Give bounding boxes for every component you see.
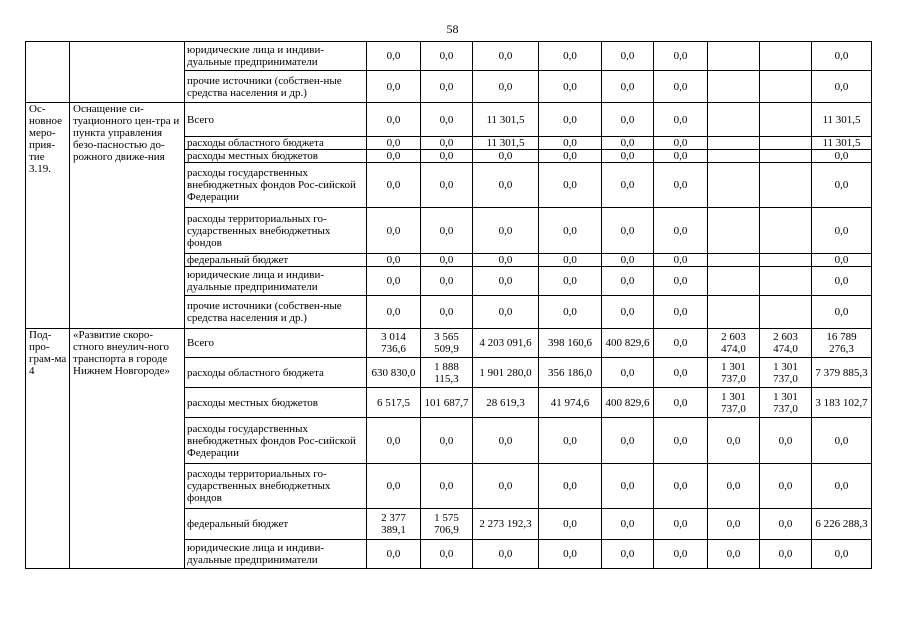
- amount-cell: [760, 163, 812, 208]
- amount-cell: 0,0: [708, 509, 760, 540]
- amount-cell: 0,0: [812, 464, 872, 509]
- amount-cell: 0,0: [654, 464, 708, 509]
- amount-cell: 6 226 288,3: [812, 509, 872, 540]
- funding-source-cell: расходы государственных внебюджетных фондов Рос-сийской Федерации: [185, 163, 367, 208]
- amount-cell: 0,0: [367, 208, 421, 254]
- funding-source-cell: Всего: [185, 103, 367, 137]
- amount-cell: 0,0: [812, 418, 872, 464]
- amount-cell: 0,0: [760, 418, 812, 464]
- amount-cell: 4 203 091,6: [473, 329, 539, 358]
- amount-cell: [760, 150, 812, 163]
- amount-cell: [708, 150, 760, 163]
- amount-cell: 0,0: [654, 418, 708, 464]
- amount-cell: 1 301 737,0: [760, 358, 812, 388]
- amount-cell: 0,0: [473, 418, 539, 464]
- amount-cell: 0,0: [602, 296, 654, 329]
- amount-cell: 0,0: [539, 208, 602, 254]
- amount-cell: 356 186,0: [539, 358, 602, 388]
- amount-cell: 7 379 885,3: [812, 358, 872, 388]
- amount-cell: [760, 103, 812, 137]
- amount-cell: 400 829,6: [602, 329, 654, 358]
- funding-source-cell: расходы областного бюджета: [185, 137, 367, 150]
- amount-cell: 11 301,5: [812, 103, 872, 137]
- program-code-cell: Под-про-грам-ма 4: [26, 329, 70, 569]
- amount-cell: 0,0: [473, 71, 539, 103]
- amount-cell: 0,0: [654, 42, 708, 71]
- amount-cell: 0,0: [602, 464, 654, 509]
- table-body: [26, 42, 872, 569]
- amount-cell: 28 619,3: [473, 388, 539, 418]
- amount-cell: 11 301,5: [473, 137, 539, 150]
- amount-cell: 1 301 737,0: [708, 388, 760, 418]
- amount-cell: 0,0: [367, 296, 421, 329]
- amount-cell: 0,0: [539, 296, 602, 329]
- amount-cell: 2 377 389,1: [367, 509, 421, 540]
- amount-cell: 0,0: [812, 540, 872, 569]
- amount-cell: 0,0: [367, 254, 421, 267]
- amount-cell: 0,0: [602, 137, 654, 150]
- amount-cell: 0,0: [812, 42, 872, 71]
- table-row: [26, 329, 872, 358]
- program-name-cell: Оснащение си-туационного цен-тра и пункта управления безо-пасностью до-рожного движе-ния: [70, 103, 185, 329]
- amount-cell: 0,0: [602, 358, 654, 388]
- amount-cell: 0,0: [708, 540, 760, 569]
- amount-cell: 2 603 474,0: [708, 329, 760, 358]
- amount-cell: [708, 254, 760, 267]
- amount-cell: 0,0: [654, 296, 708, 329]
- funding-source-cell: федеральный бюджет: [185, 509, 367, 540]
- amount-cell: 0,0: [421, 71, 473, 103]
- amount-cell: 0,0: [708, 464, 760, 509]
- amount-cell: 0,0: [602, 163, 654, 208]
- amount-cell: 0,0: [708, 418, 760, 464]
- amount-cell: 41 974,6: [539, 388, 602, 418]
- amount-cell: 0,0: [473, 296, 539, 329]
- amount-cell: 0,0: [602, 208, 654, 254]
- amount-cell: 0,0: [421, 208, 473, 254]
- amount-cell: 0,0: [421, 418, 473, 464]
- amount-cell: 0,0: [539, 540, 602, 569]
- amount-cell: 0,0: [367, 540, 421, 569]
- amount-cell: 6 517,5: [367, 388, 421, 418]
- amount-cell: 0,0: [812, 254, 872, 267]
- amount-cell: 0,0: [421, 103, 473, 137]
- amount-cell: 0,0: [602, 267, 654, 296]
- amount-cell: 0,0: [654, 540, 708, 569]
- amount-cell: 0,0: [367, 42, 421, 71]
- amount-cell: 0,0: [812, 163, 872, 208]
- amount-cell: 0,0: [654, 254, 708, 267]
- amount-cell: 0,0: [539, 137, 602, 150]
- amount-cell: 0,0: [473, 163, 539, 208]
- amount-cell: [708, 296, 760, 329]
- funding-source-cell: расходы территориальных го-сударственных внебюджетных фондов: [185, 208, 367, 254]
- funding-source-cell: расходы местных бюджетов: [185, 150, 367, 163]
- amount-cell: 0,0: [473, 42, 539, 71]
- program-code-cell: [26, 42, 70, 103]
- amount-cell: 0,0: [539, 418, 602, 464]
- program-code-cell: Ос-новное меро-прия-тие 3.19.: [26, 103, 70, 329]
- budget-table: [25, 41, 872, 569]
- amount-cell: 1 575 706,9: [421, 509, 473, 540]
- amount-cell: 0,0: [539, 71, 602, 103]
- amount-cell: [708, 267, 760, 296]
- amount-cell: 0,0: [654, 267, 708, 296]
- table-row: [26, 42, 872, 71]
- amount-cell: 3 183 102,7: [812, 388, 872, 418]
- amount-cell: 0,0: [812, 296, 872, 329]
- amount-cell: 630 830,0: [367, 358, 421, 388]
- amount-cell: 1 888 115,3: [421, 358, 473, 388]
- amount-cell: [708, 163, 760, 208]
- amount-cell: 2 273 192,3: [473, 509, 539, 540]
- amount-cell: 0,0: [602, 150, 654, 163]
- amount-cell: 398 160,6: [539, 329, 602, 358]
- funding-source-cell: расходы государственных внебюджетных фондов Рос-сийской Федерации: [185, 418, 367, 464]
- amount-cell: 0,0: [367, 163, 421, 208]
- amount-cell: 0,0: [654, 137, 708, 150]
- amount-cell: 1 901 280,0: [473, 358, 539, 388]
- amount-cell: 0,0: [421, 254, 473, 267]
- amount-cell: 0,0: [367, 464, 421, 509]
- table-row: [26, 103, 872, 137]
- amount-cell: 0,0: [602, 71, 654, 103]
- amount-cell: 0,0: [473, 254, 539, 267]
- amount-cell: 0,0: [473, 267, 539, 296]
- amount-cell: 0,0: [539, 163, 602, 208]
- amount-cell: [708, 208, 760, 254]
- amount-cell: 0,0: [473, 208, 539, 254]
- amount-cell: 0,0: [760, 464, 812, 509]
- amount-cell: 0,0: [602, 103, 654, 137]
- amount-cell: 0,0: [367, 103, 421, 137]
- amount-cell: 0,0: [760, 509, 812, 540]
- amount-cell: 0,0: [654, 509, 708, 540]
- amount-cell: 2 603 474,0: [760, 329, 812, 358]
- amount-cell: 0,0: [654, 150, 708, 163]
- amount-cell: 1 301 737,0: [760, 388, 812, 418]
- amount-cell: 0,0: [473, 540, 539, 569]
- funding-source-cell: юридические лица и индиви-дуальные предприниматели: [185, 540, 367, 569]
- amount-cell: 0,0: [539, 42, 602, 71]
- funding-source-cell: Всего: [185, 329, 367, 358]
- amount-cell: 0,0: [539, 254, 602, 267]
- amount-cell: 0,0: [473, 150, 539, 163]
- amount-cell: 0,0: [654, 208, 708, 254]
- funding-source-cell: расходы областного бюджета: [185, 358, 367, 388]
- amount-cell: 0,0: [421, 163, 473, 208]
- amount-cell: 0,0: [539, 464, 602, 509]
- amount-cell: 0,0: [367, 267, 421, 296]
- amount-cell: 0,0: [760, 540, 812, 569]
- amount-cell: 0,0: [654, 329, 708, 358]
- amount-cell: [760, 296, 812, 329]
- funding-source-cell: расходы территориальных го-сударственных внебюджетных фондов: [185, 464, 367, 509]
- amount-cell: [760, 71, 812, 103]
- funding-source-cell: федеральный бюджет: [185, 254, 367, 267]
- amount-cell: 11 301,5: [473, 103, 539, 137]
- program-name-cell: «Развитие скоро-стного внеулич-ного транспорта в городе Нижнем Новгороде»: [70, 329, 185, 569]
- amount-cell: 0,0: [602, 42, 654, 71]
- amount-cell: 0,0: [654, 103, 708, 137]
- amount-cell: 0,0: [421, 540, 473, 569]
- amount-cell: 0,0: [602, 540, 654, 569]
- funding-source-cell: расходы местных бюджетов: [185, 388, 367, 418]
- amount-cell: 0,0: [367, 137, 421, 150]
- amount-cell: 0,0: [539, 267, 602, 296]
- amount-cell: [760, 42, 812, 71]
- funding-source-cell: юридические лица и индиви-дуальные предприниматели: [185, 42, 367, 71]
- amount-cell: 0,0: [654, 71, 708, 103]
- amount-cell: 0,0: [421, 150, 473, 163]
- amount-cell: 0,0: [367, 418, 421, 464]
- page-number: 58: [446, 22, 459, 36]
- amount-cell: 0,0: [539, 150, 602, 163]
- amount-cell: [708, 137, 760, 150]
- amount-cell: 0,0: [602, 418, 654, 464]
- program-name-cell: [70, 42, 185, 103]
- amount-cell: 0,0: [367, 71, 421, 103]
- amount-cell: [708, 42, 760, 71]
- amount-cell: 0,0: [602, 254, 654, 267]
- funding-source-cell: прочие источники (собствен-ные средства населения и др.): [185, 71, 367, 103]
- funding-source-cell: прочие источники (собствен-ные средства населения и др.): [185, 296, 367, 329]
- amount-cell: 3 565 509,9: [421, 329, 473, 358]
- amount-cell: [708, 71, 760, 103]
- amount-cell: 0,0: [473, 464, 539, 509]
- amount-cell: 0,0: [539, 509, 602, 540]
- amount-cell: 0,0: [421, 42, 473, 71]
- amount-cell: 0,0: [812, 208, 872, 254]
- amount-cell: [760, 208, 812, 254]
- amount-cell: 0,0: [421, 137, 473, 150]
- amount-cell: 1 301 737,0: [708, 358, 760, 388]
- amount-cell: 0,0: [421, 267, 473, 296]
- amount-cell: [760, 137, 812, 150]
- amount-cell: 0,0: [812, 267, 872, 296]
- funding-source-cell: юридические лица и индиви-дуальные предприниматели: [185, 267, 367, 296]
- amount-cell: 0,0: [654, 388, 708, 418]
- amount-cell: [760, 254, 812, 267]
- amount-cell: 0,0: [602, 509, 654, 540]
- amount-cell: [708, 103, 760, 137]
- amount-cell: 400 829,6: [602, 388, 654, 418]
- amount-cell: 0,0: [654, 163, 708, 208]
- amount-cell: 0,0: [654, 358, 708, 388]
- amount-cell: 0,0: [421, 464, 473, 509]
- amount-cell: 0,0: [421, 296, 473, 329]
- amount-cell: 0,0: [367, 150, 421, 163]
- amount-cell: 101 687,7: [421, 388, 473, 418]
- amount-cell: 0,0: [812, 71, 872, 103]
- amount-cell: [760, 267, 812, 296]
- amount-cell: 11 301,5: [812, 137, 872, 150]
- amount-cell: 16 789 276,3: [812, 329, 872, 358]
- amount-cell: 0,0: [812, 150, 872, 163]
- amount-cell: 3 014 736,6: [367, 329, 421, 358]
- amount-cell: 0,0: [539, 103, 602, 137]
